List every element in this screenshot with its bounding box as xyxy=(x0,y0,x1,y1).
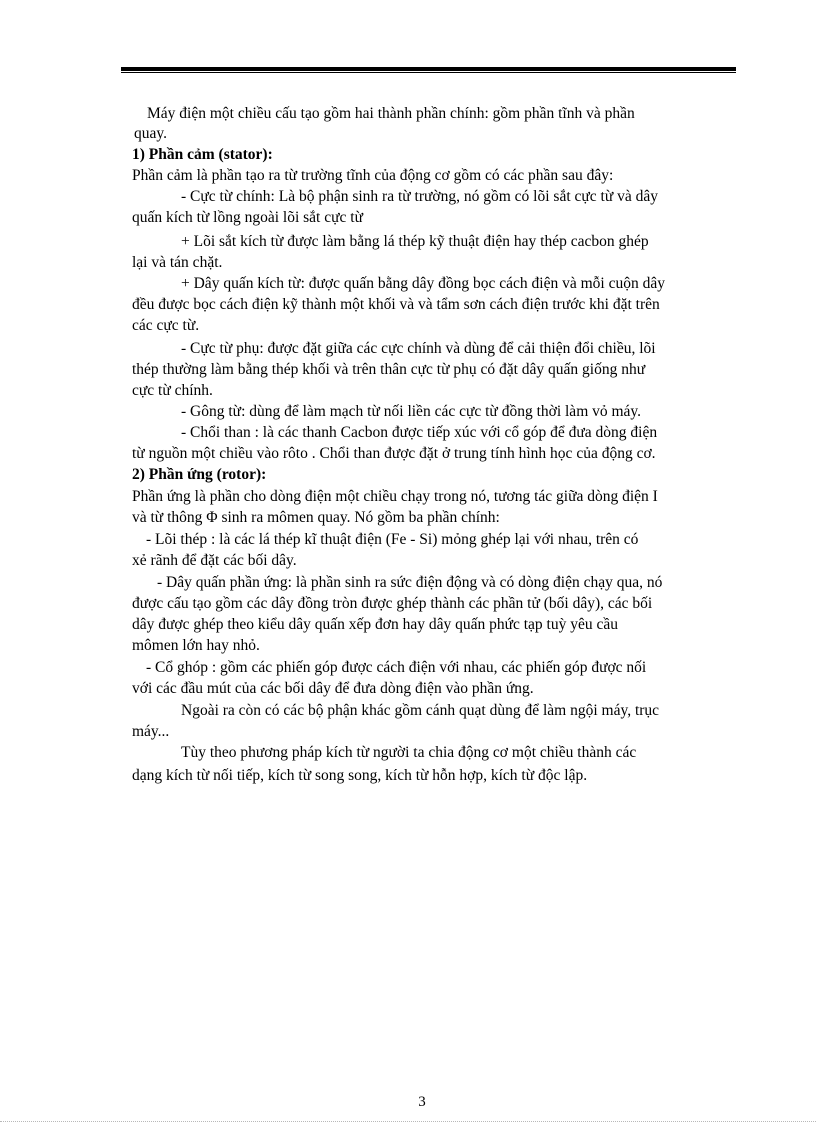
header-rule-thick xyxy=(121,67,736,71)
body-line: - Lõi thép : là các lá thép kĩ thuật điện (Fe - Si) mỏng ghép lại với nhau, trên có xyxy=(146,531,639,548)
body-line: - Chổi than : là các thanh Cacbon được tiếp xúc với cổ góp để đưa dòng điện xyxy=(181,424,658,441)
body-line: được cấu tạo gồm các dây đồng tròn được ghép thành các phần tử (bối dây), các bối xyxy=(132,595,653,612)
body-line: cực từ chính. xyxy=(132,382,213,399)
body-line: Phần ứng là phần cho dòng điện một chiều chạy trong nó, tương tác giữa dòng điện I xyxy=(132,488,658,505)
body-line: Máy điện một chiều cấu tạo gồm hai thành phần chính: gồm phần tĩnh và phần xyxy=(147,105,635,122)
body-line: + Lõi sắt kích từ được làm bằng lá thép kỹ thuật điện hay thép cacbon ghép xyxy=(181,233,649,250)
body-line: - Dây quấn phần ứng: là phần sinh ra sức điện động và có dòng điện chạy qua, nó xyxy=(157,574,663,591)
body-line: lại và tán chặt. xyxy=(132,254,223,271)
page-bottom-border xyxy=(0,1121,816,1122)
header-rule-thin xyxy=(121,72,736,73)
body-line: mômen lớn hay nhỏ. xyxy=(132,637,260,654)
body-line: các cực từ. xyxy=(132,317,200,334)
body-line: Ngoài ra còn có các bộ phận khác gồm cánh quạt dùng để làm ngội máy, trục xyxy=(181,702,660,719)
section-heading-rotor: 2) Phần ứng (rotor): xyxy=(132,466,267,483)
body-line: dạng kích từ nối tiếp, kích từ song song, kích từ hỗn hợp, kích từ độc lập. xyxy=(132,767,588,784)
page-number: 3 xyxy=(418,1094,426,1110)
body-line: - Cổ ghóp : gồm các phiến góp được cách điện với nhau, các phiến góp được nối xyxy=(146,659,647,676)
body-line: đều được bọc cách điện kỹ thành một khối và và tẩm sơn cách điện trước khi đặt trên xyxy=(132,296,660,313)
body-line: quấn kích từ lồng ngoài lõi sắt cực từ xyxy=(132,209,363,226)
body-line: và từ thông Φ sinh ra mômen quay. Nó gồm ba phần chính: xyxy=(132,509,500,526)
body-line: - Cực từ chính: Là bộ phận sinh ra từ trường, nó gồm có lõi sắt cực từ và dây xyxy=(181,188,659,205)
body-line: xẻ rãnh để đặt các bối dây. xyxy=(132,552,297,569)
body-line: quay. xyxy=(134,125,167,142)
body-line: Phần cảm là phần tạo ra từ trường tĩnh của động cơ gồm có các phần sau đây: xyxy=(132,167,614,184)
body-line: Tùy theo phương pháp kích từ người ta chia động cơ một chiều thành các xyxy=(181,744,637,761)
body-line: thép thường làm bằng thép khối và trên thân cực từ phụ có đặt dây quấn giống như xyxy=(132,361,646,378)
body-line: + Dây quấn kích từ: được quấn bằng dây đồng bọc cách điện và mỗi cuộn dây xyxy=(181,275,665,292)
body-line: từ nguồn một chiều vào rôto . Chổi than được đặt ở trung tính hình học của động cơ. xyxy=(132,445,656,462)
body-line: máy... xyxy=(132,723,170,740)
section-heading-stator: 1) Phần cảm (stator): xyxy=(132,146,273,163)
body-line: - Gông từ: dùng để làm mạch từ nối liền các cực từ đồng thời làm vỏ máy. xyxy=(181,403,642,420)
body-line: với các đầu mút của các bối dây để đưa dòng điện vào phần ứng. xyxy=(132,680,534,697)
body-line: dây được ghép theo kiểu dây quấn xếp đơn hay dây quấn phức tạp tuỳ yêu cầu xyxy=(132,616,618,633)
body-line: - Cực từ phụ: được đặt giữa các cực chính và dùng để cải thiện đổi chiều, lõi xyxy=(181,340,656,357)
